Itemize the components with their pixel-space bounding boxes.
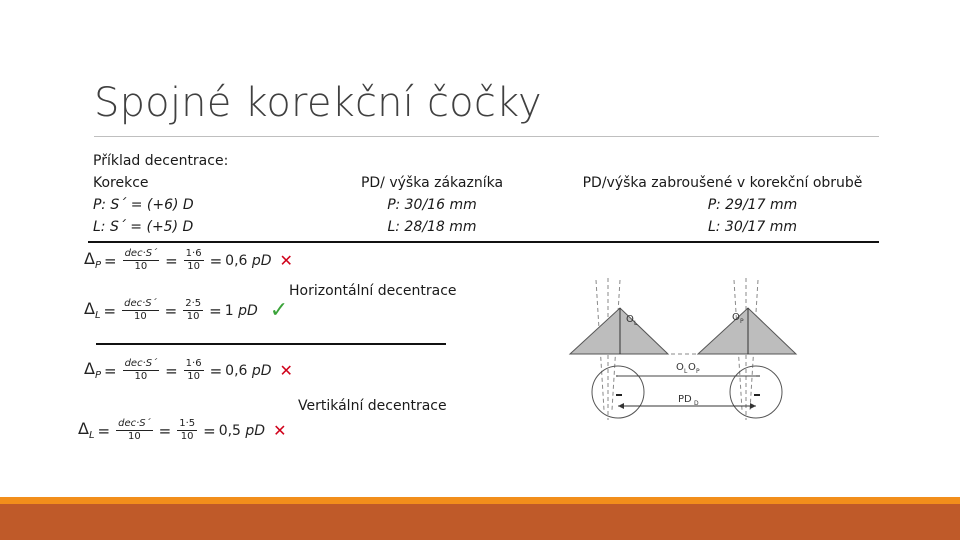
fraction: $\frac{2\cdot 5}{10}$ bbox=[185, 298, 202, 322]
label-center-l-sub: L bbox=[684, 368, 688, 375]
fraction: $\frac{1\cdot 5}{10}$ bbox=[179, 418, 196, 442]
equals-sign: = bbox=[165, 251, 178, 270]
label-center-p-sub: P bbox=[696, 368, 700, 375]
equals-sign: = bbox=[103, 251, 117, 270]
label-pd-sub: D bbox=[694, 400, 699, 407]
formula-result: 1 pD bbox=[224, 302, 258, 319]
fraction: $\frac{1\cdot 6}{10}$ bbox=[185, 248, 202, 272]
example-column bbox=[93, 150, 228, 238]
cross-icon: ✕ bbox=[279, 251, 293, 270]
delta-symbol: $\Delta_L$ bbox=[78, 419, 95, 442]
section-divider bbox=[96, 343, 446, 345]
footer-accent-stripe bbox=[0, 497, 960, 504]
equals-sign: = bbox=[203, 421, 216, 440]
equals-sign: = bbox=[164, 301, 178, 320]
left-lens-prism bbox=[570, 308, 668, 354]
delta-symbol: $\Delta_L$ bbox=[84, 299, 101, 322]
footer-band bbox=[0, 504, 960, 540]
equals-sign: = bbox=[103, 301, 117, 320]
label-ol-sub: L bbox=[634, 320, 638, 327]
title-divider bbox=[94, 136, 879, 137]
formula-vertical-right bbox=[84, 358, 293, 383]
customer-pd-column bbox=[320, 172, 544, 238]
correction-label: Korekce bbox=[93, 175, 149, 191]
label-ol: O bbox=[626, 314, 634, 325]
fraction: $\frac{\text{dec·S´}}{10}$ bbox=[118, 418, 151, 442]
frame-pd-heading: PD/výška zabroušené v korekční obrubě bbox=[582, 175, 863, 191]
right-correction: P: S´ = (+6) D bbox=[93, 197, 194, 213]
example-heading: Příklad decentrace: bbox=[93, 153, 229, 169]
customer-pd-heading: PD/ výška zákazníka bbox=[360, 175, 504, 191]
formula-horizontal-left bbox=[84, 298, 288, 323]
label-center-l: O bbox=[676, 362, 684, 373]
equals-sign: = bbox=[165, 361, 178, 380]
formula-result: 0,6 pD bbox=[225, 252, 272, 269]
formula-horizontal-right bbox=[84, 248, 293, 273]
formula-result: 0,5 pD bbox=[218, 422, 266, 439]
left-correction: L: S´ = (+5) D bbox=[93, 219, 194, 235]
checkmark-icon: ✓ bbox=[269, 298, 289, 323]
equals-sign: = bbox=[158, 421, 172, 440]
customer-pd-left: L: 28/18 mm bbox=[387, 219, 477, 235]
equals-sign: = bbox=[209, 361, 223, 380]
equals-sign: = bbox=[97, 421, 111, 440]
header-divider bbox=[88, 241, 879, 243]
formula-result: 0,6 pD bbox=[225, 362, 272, 379]
fraction: $\frac{\text{dec·S´}}{10}$ bbox=[124, 298, 157, 322]
right-eye bbox=[730, 366, 782, 418]
slide-title: Spojné korekční čočky bbox=[94, 80, 542, 126]
right-lens-prism bbox=[698, 308, 796, 354]
cross-icon: ✕ bbox=[273, 421, 287, 440]
formula-vertical-left bbox=[78, 418, 287, 443]
label-op: O bbox=[732, 312, 740, 323]
label-center-p: O bbox=[688, 362, 696, 373]
cross-icon: ✕ bbox=[279, 361, 293, 380]
frame-pd-column bbox=[560, 172, 885, 238]
delta-symbol: $\Delta_P$ bbox=[84, 359, 101, 382]
left-eye bbox=[592, 366, 644, 418]
equals-sign: = bbox=[209, 301, 222, 320]
frame-pd-right: P: 29/17 mm bbox=[707, 197, 798, 213]
frame-pd-left: L: 30/17 mm bbox=[707, 219, 798, 235]
equals-sign: = bbox=[103, 361, 117, 380]
label-op-sub: P bbox=[740, 318, 744, 325]
horizontal-decentration-label: Horizontální decentrace bbox=[289, 283, 457, 299]
vertical-decentration-label: Vertikální decentrace bbox=[298, 398, 447, 414]
fraction: $\frac{\text{dec·S´}}{10}$ bbox=[124, 358, 158, 382]
label-pd: PD bbox=[678, 394, 692, 405]
fraction: $\frac{1\cdot 6}{10}$ bbox=[185, 358, 202, 382]
decentration-diagram bbox=[560, 270, 800, 430]
equals-sign: = bbox=[209, 251, 223, 270]
delta-symbol: $\Delta_P$ bbox=[84, 249, 101, 272]
fraction: $\frac{\text{dec·S´}}{10}$ bbox=[124, 248, 158, 272]
customer-pd-right: P: 30/16 mm bbox=[387, 197, 477, 213]
